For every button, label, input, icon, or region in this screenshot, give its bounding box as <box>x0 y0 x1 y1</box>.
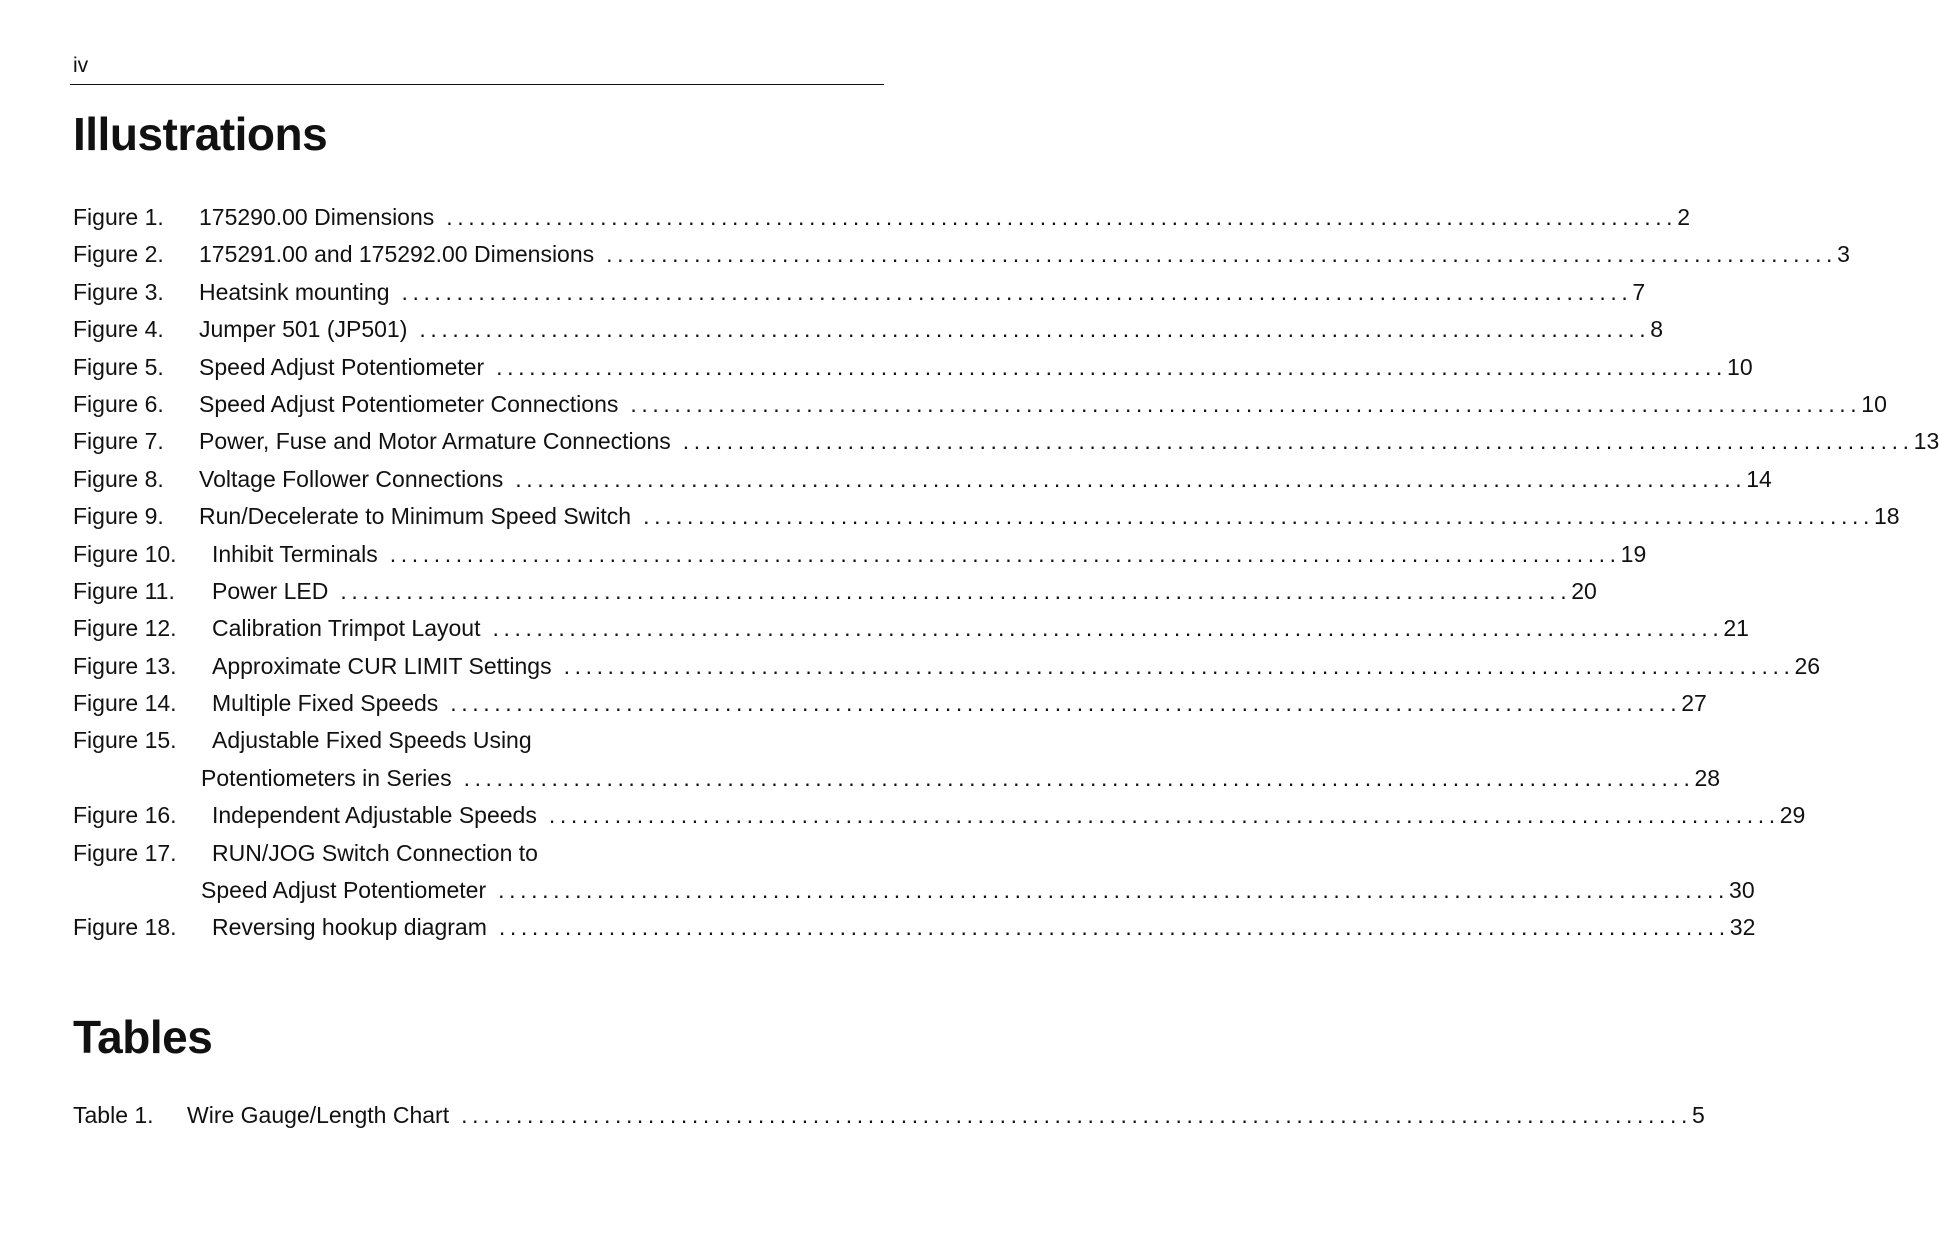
toc-label: Figure 16. <box>73 802 177 829</box>
toc-title: Speed Adjust Potentiometer <box>199 353 485 380</box>
toc-title: Power, Fuse and Motor Armature Connections <box>199 428 671 455</box>
toc-label: Figure 9. <box>73 503 164 530</box>
toc-entry-figure-16[interactable] <box>73 797 1806 834</box>
toc-title: Run/Decelerate to Minimum Speed Switch <box>199 503 632 530</box>
toc-entry-figure-15[interactable] <box>73 722 1721 797</box>
toc-label: Table 1. <box>73 1102 154 1128</box>
toc-entry-figure-14[interactable] <box>73 685 1707 722</box>
toc-page-number: 18 <box>1874 503 1900 530</box>
toc-label: Figure 8. <box>73 465 164 492</box>
toc-leader: ................................................................................................................ <box>492 615 1724 642</box>
toc-title: Approximate CUR LIMIT Settings <box>212 652 552 679</box>
toc-title: Speed Adjust Potentiometer Connections <box>199 390 619 417</box>
toc-entry-table-1[interactable] <box>73 1097 1705 1134</box>
toc-title-continued: Potentiometers in Series <box>201 764 452 791</box>
toc-entry-figure-1[interactable] <box>73 199 1690 236</box>
toc-title: Calibration Trimpot Layout <box>212 615 481 642</box>
toc-page-number: 14 <box>1746 465 1772 492</box>
page-number: iv <box>73 54 89 77</box>
toc-leader: ................................................................................................................ <box>496 353 1728 380</box>
toc-page-number: 26 <box>1794 652 1821 679</box>
toc-entry-figure-3[interactable] <box>73 274 1646 311</box>
toc-page-number: 30 <box>1729 877 1755 904</box>
toc-entry-figure-18[interactable] <box>73 909 1756 946</box>
toc-entry-figure-17[interactable] <box>73 835 1755 910</box>
toc-title: RUN/JOG Switch Connection to <box>212 839 538 866</box>
toc-entry-figure-2[interactable] <box>73 236 1850 273</box>
toc-entry-figure-4[interactable] <box>73 311 1664 348</box>
toc-title: Heatsink mounting <box>199 278 390 305</box>
toc-leader: ................................................................................................................ <box>498 877 1730 904</box>
toc-page-number: 28 <box>1694 764 1721 791</box>
toc-leader: ................................................................................................................ <box>389 540 1621 567</box>
toc-leader: ................................................................................................................ <box>463 764 1695 791</box>
toc-title-continued: Speed Adjust Potentiometer <box>201 877 487 904</box>
toc-page-number: 13 <box>1913 428 1939 455</box>
toc-label: Figure 5. <box>73 353 164 380</box>
toc-page-number: 27 <box>1681 690 1707 717</box>
toc-title: Independent Adjustable Speeds <box>212 802 537 829</box>
toc-label: Figure 17. <box>73 839 177 866</box>
toc-page-number: 21 <box>1723 615 1749 642</box>
toc-label: Figure 6. <box>73 390 164 417</box>
toc-leader: ................................................................................................................ <box>682 428 1914 455</box>
toc-title: 175290.00 Dimensions <box>199 204 435 230</box>
toc-page-number: 10 <box>1727 353 1753 380</box>
toc-leader: ................................................................................................................ <box>446 204 1678 230</box>
tables-heading: Tables <box>73 1011 213 1063</box>
toc-label: Figure 18. <box>73 914 177 941</box>
toc-title: Multiple Fixed Speeds <box>212 690 439 717</box>
toc-page-number: 8 <box>1650 316 1664 343</box>
header-rule <box>70 84 884 85</box>
toc-entry-figure-11[interactable] <box>73 573 1597 610</box>
toc-entry-figure-6[interactable] <box>73 386 1887 423</box>
toc-leader: ................................................................................................................ <box>563 652 1795 679</box>
toc-label: Figure 3. <box>73 278 164 305</box>
toc-title: Reversing hookup diagram <box>212 914 487 941</box>
toc-label: Figure 4. <box>73 316 164 343</box>
toc-leader: ................................................................................................................ <box>643 503 1874 530</box>
toc-leader: ................................................................................................................ <box>419 316 1651 343</box>
toc-page-number: 19 <box>1620 540 1647 567</box>
toc-leader: ................................................................................................................ <box>548 802 1780 829</box>
toc-title: Jumper 501 (JP501) <box>199 316 408 343</box>
toc-label: Figure 15. <box>73 727 177 754</box>
toc-label: Figure 12. <box>73 615 177 642</box>
toc-entry-figure-7[interactable] <box>73 423 1939 460</box>
toc-leader: ................................................................................................................ <box>630 390 1862 417</box>
toc-page-number: 2 <box>1677 204 1690 230</box>
toc-page-number: 20 <box>1571 577 1597 604</box>
figure-list <box>73 199 1939 947</box>
toc-label: Figure 13. <box>73 652 177 679</box>
toc-label: Figure 2. <box>73 241 164 268</box>
toc-entry-figure-13[interactable] <box>73 648 1821 685</box>
toc-entry-figure-5[interactable] <box>73 349 1753 386</box>
toc-leader: ................................................................................................................ <box>515 465 1747 492</box>
toc-entry-figure-9[interactable] <box>73 498 1900 535</box>
toc-page-number: 29 <box>1779 802 1806 829</box>
toc-page-number: 3 <box>1837 241 1850 268</box>
toc-title: Inhibit Terminals <box>212 540 378 567</box>
toc-page-number: 32 <box>1729 914 1756 941</box>
toc-leader: ................................................................................................................ <box>450 690 1682 717</box>
toc-page-number: 7 <box>1632 278 1646 305</box>
toc-title: Adjustable Fixed Speeds Using <box>212 727 532 754</box>
toc-label: Figure 11. <box>73 577 175 604</box>
toc-leader: ................................................................................................................ <box>461 1102 1692 1128</box>
table-list <box>73 1097 1705 1134</box>
toc-leader: ................................................................................................................ <box>498 914 1730 941</box>
toc-label: Figure 10. <box>73 540 177 567</box>
toc-title: Power LED <box>212 577 329 604</box>
toc-title: 175291.00 and 175292.00 Dimensions <box>199 241 595 268</box>
toc-entry-figure-8[interactable] <box>73 461 1772 498</box>
illustrations-heading: Illustrations <box>73 108 328 160</box>
toc-page-number: 5 <box>1692 1102 1705 1128</box>
toc-leader: ................................................................................................................ <box>340 577 1572 604</box>
toc-label: Figure 7. <box>73 428 164 455</box>
toc-label: Figure 1. <box>73 204 164 230</box>
toc-label: Figure 14. <box>73 690 177 717</box>
toc-entry-figure-12[interactable] <box>73 610 1749 647</box>
toc-title: Voltage Follower Connections <box>199 465 504 492</box>
toc-page-number: 10 <box>1861 390 1887 417</box>
toc-entry-figure-10[interactable] <box>73 536 1647 573</box>
toc-leader: ................................................................................................................ <box>401 278 1633 305</box>
toc-leader: ................................................................................................................ <box>606 241 1838 268</box>
toc-title: Wire Gauge/Length Chart <box>187 1102 450 1128</box>
